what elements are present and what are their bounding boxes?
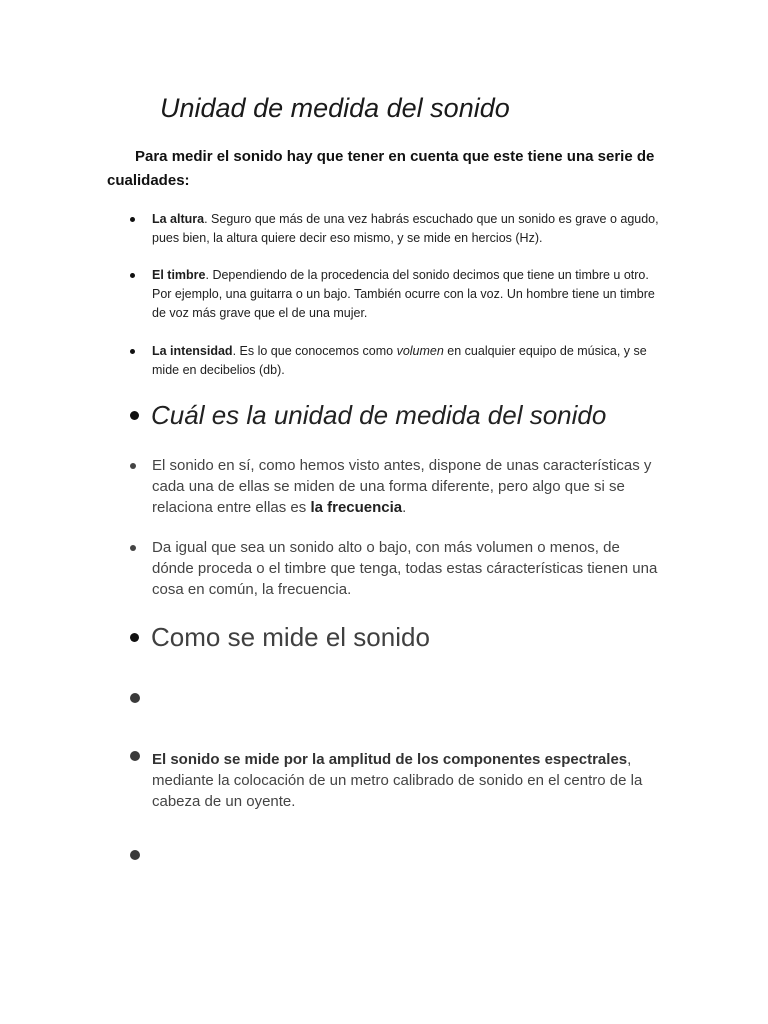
bullet <box>130 411 139 420</box>
bullet <box>130 633 139 642</box>
paragraph-comun: Da igual que sea un sonido alto o bajo, con más volumen o menos, de dónde proceda o el timbre que tenga, todas estas cáracterísticas tienen una cosa en común, la frecuencia. <box>152 539 658 598</box>
section-heading-mide-text: Como se mide el sonido <box>151 622 430 652</box>
bullet <box>130 217 135 222</box>
list-item-altura <box>152 210 662 248</box>
bullet <box>130 273 135 278</box>
paragraph-frecuencia-b: . <box>402 499 407 516</box>
paragraph-amplitud <box>152 749 662 812</box>
desc-intensidad-b: en cualquier equipo de música, y se mide en decibelios (db). <box>152 344 647 377</box>
empty-bullet <box>130 850 140 860</box>
paragraph-amplitud-bold: El sonido se mide por la amplitud de los componentes espectrales <box>152 751 628 768</box>
desc-intensidad-a: . Es lo que conocemos como <box>232 344 397 358</box>
desc-intensidad-italic: volumen <box>396 344 444 358</box>
bullet <box>130 349 135 354</box>
paragraph-frecuencia-bold: la frecuencia <box>310 499 403 516</box>
bullet <box>130 545 136 551</box>
list-item-comun <box>152 537 662 600</box>
document-title: Unidad de medida del sonido <box>160 93 510 123</box>
desc-timbre: . Dependiendo de la procedencia del sonido decimos que tiene un timbre u otro. Por ejemplo, una guitarra o un bajo. También ocurre con la voz. Un hombre tiene un timbre de voz más grave que el de una mujer. <box>152 268 655 320</box>
section-heading-unidad <box>130 400 606 431</box>
paragraph-frecuencia-a: El sonido en sí, como hemos visto antes, dispone de unas características y cada una de ellas se miden de una forma diferente, pero algo que si se relaciona entre ellas es <box>152 457 652 516</box>
term-intensidad: La intensidad <box>152 344 233 358</box>
list-item-intensidad <box>152 342 662 380</box>
section-heading-mide <box>130 622 430 653</box>
intro-paragraph: Para medir el sonido hay que tener en cuenta que este tiene una serie de cualidades: <box>107 148 655 189</box>
term-timbre: El timbre <box>152 268 206 282</box>
list-item-frecuencia <box>152 455 662 518</box>
list-item-timbre <box>152 266 662 323</box>
section-heading-unidad-text: Cuál es la unidad de medida del sonido <box>151 400 607 430</box>
bullet <box>130 463 136 469</box>
paragraph-amplitud-rest: , mediante la colocación de un metro calibrado de sonido en el centro de la cabeza de un oyente. <box>152 751 643 810</box>
desc-altura: . Seguro que más de una vez habrás escuchado que un sonido es grave o agudo, pues bien, la altura quiere decir eso mismo, y se mide en hercios (Hz). <box>152 212 659 245</box>
term-altura: La altura <box>152 212 205 226</box>
bullet <box>130 751 140 761</box>
empty-bullet <box>130 693 140 703</box>
